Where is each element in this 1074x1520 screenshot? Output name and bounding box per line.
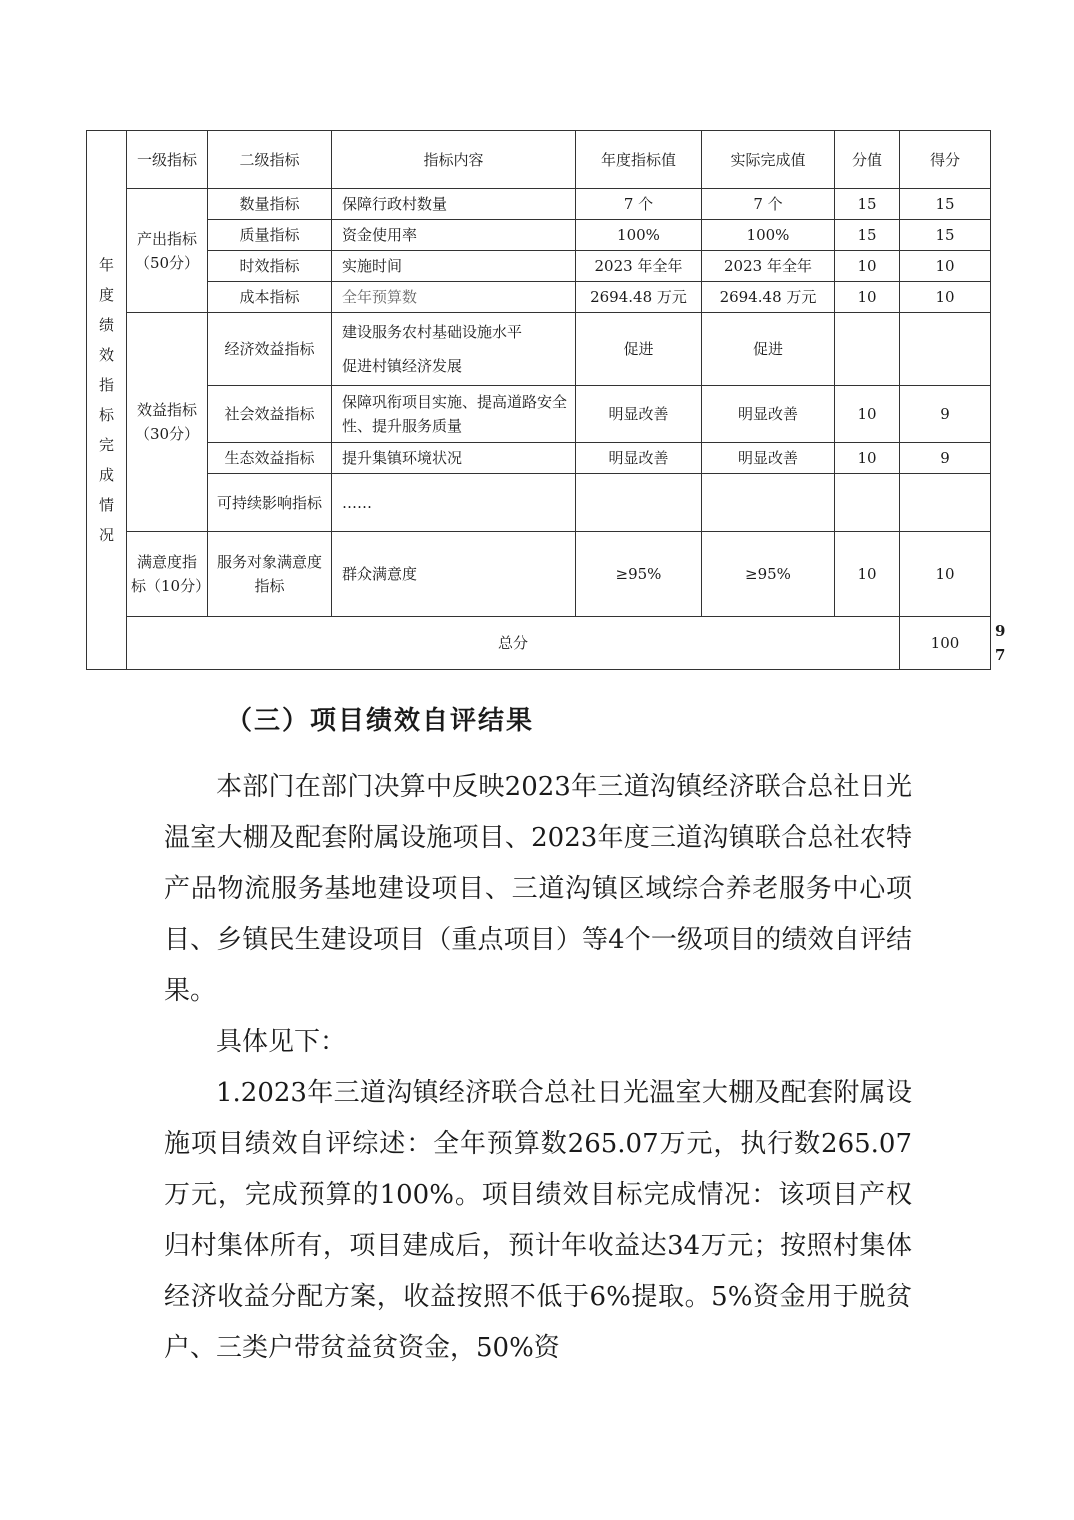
content-line: 促进村镇经济发展 — [342, 357, 463, 375]
level2-cell: 质量指标 — [208, 220, 332, 251]
score-cell: 9 — [900, 443, 991, 474]
table-row — [87, 220, 991, 251]
table-row — [87, 386, 991, 443]
actual-cell: 7 个 — [702, 189, 835, 220]
intro-paragraph: 本部门在部门决算中反映2023年三道沟镇经济联合总社日光温室大棚及配套附属设施项目、2023年度三道沟镇联合总社农特产品物流服务基地建设项目、三道沟镇区域综合养老服务中心项目、乡镇民生建设项目（重点项目）等4个一级项目的绩效自评结果。 — [164, 772, 912, 1006]
level2-cell: 成本指标 — [208, 282, 332, 313]
total-row: 总分 100 97 — [87, 617, 991, 670]
content-cell: 保障巩衔项目实施、提高道路安全性、提升服务质量 — [332, 386, 576, 443]
table-row — [87, 443, 991, 474]
level2-cell: 经济效益指标 — [208, 313, 332, 386]
score-max-cell: 15 — [835, 220, 900, 251]
header-actual: 实际完成值 — [702, 131, 835, 189]
score-max-cell: 10 — [835, 386, 900, 443]
actual-cell: 明显改善 — [702, 443, 835, 474]
score-max-cell — [835, 313, 900, 386]
content-line: 建设服务农村基础设施水平 — [342, 323, 523, 341]
target-cell: 2694.48 万元 — [576, 282, 702, 313]
content-cell — [332, 313, 576, 386]
level2-cell: 数量指标 — [208, 189, 332, 220]
total-score-max-cell: 100 — [900, 617, 991, 670]
level2-cell: 生态效益指标 — [208, 443, 332, 474]
total-label-cell: 总分 — [127, 617, 900, 670]
score-cell — [900, 474, 991, 532]
body-text — [164, 762, 912, 1374]
level2-cell: 服务对象满意度指标 — [208, 532, 332, 617]
score-max-cell: 10 — [835, 532, 900, 617]
header-score-max: 分值 — [835, 131, 900, 189]
section-heading: （三）项目绩效自评结果 — [226, 706, 535, 736]
content-cell: 实施时间 — [332, 251, 576, 282]
score-cell: 10 — [900, 282, 991, 313]
level2-cell: 时效指标 — [208, 251, 332, 282]
table-row — [87, 532, 991, 617]
benefit-group-cell: 效益指标（30分） — [127, 313, 208, 532]
actual-cell — [702, 474, 835, 532]
target-cell: 明显改善 — [576, 443, 702, 474]
actual-cell: 明显改善 — [702, 386, 835, 443]
score-max-cell: 10 — [835, 443, 900, 474]
actual-cell: ≥95% — [702, 532, 835, 617]
content-cell: 全年预算数 — [332, 282, 576, 313]
table-row — [87, 474, 991, 532]
header-score: 得分 — [900, 131, 991, 189]
item1-paragraph: 1.2023年三道沟镇经济联合总社日光温室大棚及配套附属设施项目绩效自评综述：全年预算数265.07万元，执行数265.07万元，完成预算的100%。项目绩效目标完成情况：该项目产权归村集体所有，项目建成后，预计年收益达34万元；按照村集体经济收益分配方案，收益按照不低于6%提取。5%资金用于脱贫户、三类户带贫益贫资金，50%资 — [164, 1078, 912, 1363]
score-max-cell — [835, 474, 900, 532]
target-cell: ≥95% — [576, 532, 702, 617]
target-cell: 7 个 — [576, 189, 702, 220]
content-cell: 资金使用率 — [332, 220, 576, 251]
target-cell: 促进 — [576, 313, 702, 386]
score-cell: 15 — [900, 220, 991, 251]
actual-cell: 促进 — [702, 313, 835, 386]
target-cell: 2023 年全年 — [576, 251, 702, 282]
section-label-cell: 年度绩效指标完成情况 — [87, 131, 127, 670]
actual-cell: 2694.48 万元 — [702, 282, 835, 313]
output-group-cell: 产出指标（50分） — [127, 189, 208, 313]
score-cell: 10 — [900, 251, 991, 282]
table-row — [87, 189, 991, 220]
header-level2: 二级指标 — [208, 131, 332, 189]
satisfaction-group-cell: 满意度指标（10分） — [127, 532, 208, 617]
header-target: 年度指标值 — [576, 131, 702, 189]
score-cell: 9 — [900, 386, 991, 443]
performance-table — [86, 130, 1006, 670]
score-cell: 10 — [900, 532, 991, 617]
see-below-paragraph: 具体见下： — [216, 1027, 347, 1057]
table-row — [87, 313, 991, 386]
content-cell: 保障行政村数量 — [332, 189, 576, 220]
content-cell: …… — [332, 474, 576, 532]
target-cell: 100% — [576, 220, 702, 251]
actual-cell: 2023 年全年 — [702, 251, 835, 282]
score-max-cell: 15 — [835, 189, 900, 220]
table-row — [87, 251, 991, 282]
content-cell: 提升集镇环境状况 — [332, 443, 576, 474]
target-cell — [576, 474, 702, 532]
level2-cell: 社会效益指标 — [208, 386, 332, 443]
target-cell: 明显改善 — [576, 386, 702, 443]
table-row — [87, 282, 991, 313]
content-cell: 群众满意度 — [332, 532, 576, 617]
header-content: 指标内容 — [332, 131, 576, 189]
header-level1: 一级指标 — [127, 131, 208, 189]
level2-cell: 可持续影响指标 — [208, 474, 332, 532]
score-cell — [900, 313, 991, 386]
actual-cell: 100% — [702, 220, 835, 251]
score-max-cell: 10 — [835, 251, 900, 282]
score-cell: 15 — [900, 189, 991, 220]
score-max-cell: 10 — [835, 282, 900, 313]
